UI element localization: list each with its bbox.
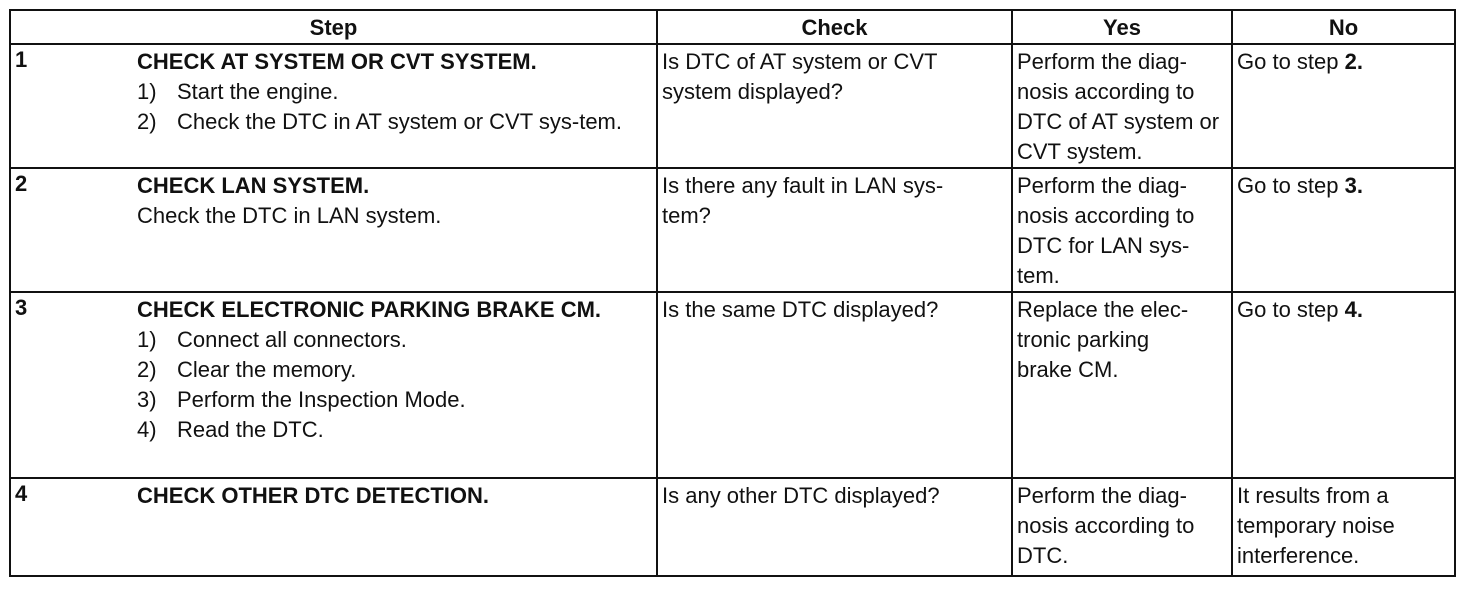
header-no: No — [1232, 10, 1455, 44]
step-substep — [137, 325, 652, 355]
step-cell — [10, 168, 657, 292]
step-substep — [137, 107, 647, 137]
header-check: Check — [657, 10, 1012, 44]
step-substep — [137, 77, 652, 107]
check-text: Is the same DTC displayed? — [662, 297, 939, 322]
no-step-ref: 2. — [1344, 49, 1363, 74]
table-row — [10, 44, 1455, 168]
yes-text: Perform the diag-nosis according to DTC for LAN sys-tem. — [1017, 173, 1195, 288]
substep-text: Start the engine. — [177, 79, 339, 104]
header-step: Step — [10, 10, 657, 44]
substep-number: 4) — [137, 417, 157, 442]
step-title: CHECK OTHER DTC DETECTION. — [137, 483, 489, 508]
substep-number: 1) — [137, 79, 157, 104]
step-substep — [137, 355, 652, 385]
substep-text: Connect all connectors. — [177, 327, 407, 352]
no-step-ref: 3. — [1344, 173, 1363, 198]
substep-text: Check the DTC in AT system or CVT sys-tem. — [177, 109, 622, 134]
yes-text: Perform the diag-nosis according to DTC. — [1017, 483, 1195, 568]
step-title: CHECK AT SYSTEM OR CVT SYSTEM. — [137, 49, 537, 74]
yes-cell — [1012, 44, 1232, 168]
no-prefix: Go to step — [1237, 173, 1345, 198]
diagnosis-table — [9, 9, 1456, 577]
step-cell — [10, 478, 657, 576]
substep-number: 3) — [137, 387, 157, 412]
no-step-ref: 4. — [1344, 297, 1363, 322]
step-cell — [10, 292, 657, 478]
check-cell — [657, 44, 1012, 168]
step-title: CHECK ELECTRONIC PARKING BRAKE CM. — [137, 297, 602, 322]
yes-cell — [1012, 292, 1232, 478]
table-row — [10, 292, 1455, 478]
check-cell — [657, 292, 1012, 478]
substep-number: 2) — [137, 357, 157, 382]
substep-text: Perform the Inspection Mode. — [177, 387, 466, 412]
no-prefix: Go to step — [1237, 49, 1345, 74]
step-number: 2 — [15, 171, 28, 196]
table-row — [10, 478, 1455, 576]
step-number: 3 — [15, 295, 28, 320]
table-header-row — [10, 10, 1455, 44]
yes-text: Perform the diag-nosis according to DTC of AT system or CVT system. — [1017, 49, 1220, 164]
step-cell — [10, 44, 657, 168]
check-text: Is DTC of AT system or CVT system displayed? — [662, 49, 938, 104]
no-prefix: Go to step — [1237, 297, 1345, 322]
no-text: It results from a temporary noise interference. — [1237, 483, 1395, 568]
diagnosis-table-container — [9, 9, 1456, 577]
no-cell — [1232, 44, 1455, 168]
step-substep — [137, 415, 652, 445]
no-cell — [1232, 168, 1455, 292]
yes-cell — [1012, 478, 1232, 576]
substep-text: Read the DTC. — [177, 417, 324, 442]
step-title: CHECK LAN SYSTEM. — [137, 173, 370, 198]
step-number: 1 — [15, 47, 28, 72]
yes-text: Replace the elec-tronic parking brake CM. — [1017, 297, 1189, 382]
no-text — [1237, 45, 1450, 77]
step-substep — [137, 385, 652, 415]
substep-number: 1) — [137, 327, 157, 352]
check-cell — [657, 168, 1012, 292]
no-text — [1237, 293, 1450, 325]
yes-cell — [1012, 168, 1232, 292]
substep-number: 2) — [137, 109, 157, 134]
no-text — [1237, 169, 1450, 201]
step-instruction: Check the DTC in LAN system. — [137, 203, 442, 228]
substep-text: Clear the memory. — [177, 357, 357, 382]
table-row — [10, 168, 1455, 292]
check-text: Is any other DTC displayed? — [662, 483, 940, 508]
check-text: Is there any fault in LAN sys-tem? — [662, 173, 944, 228]
step-number: 4 — [15, 481, 28, 506]
check-cell — [657, 478, 1012, 576]
header-yes: Yes — [1012, 10, 1232, 44]
no-cell — [1232, 292, 1455, 478]
no-cell — [1232, 478, 1455, 576]
